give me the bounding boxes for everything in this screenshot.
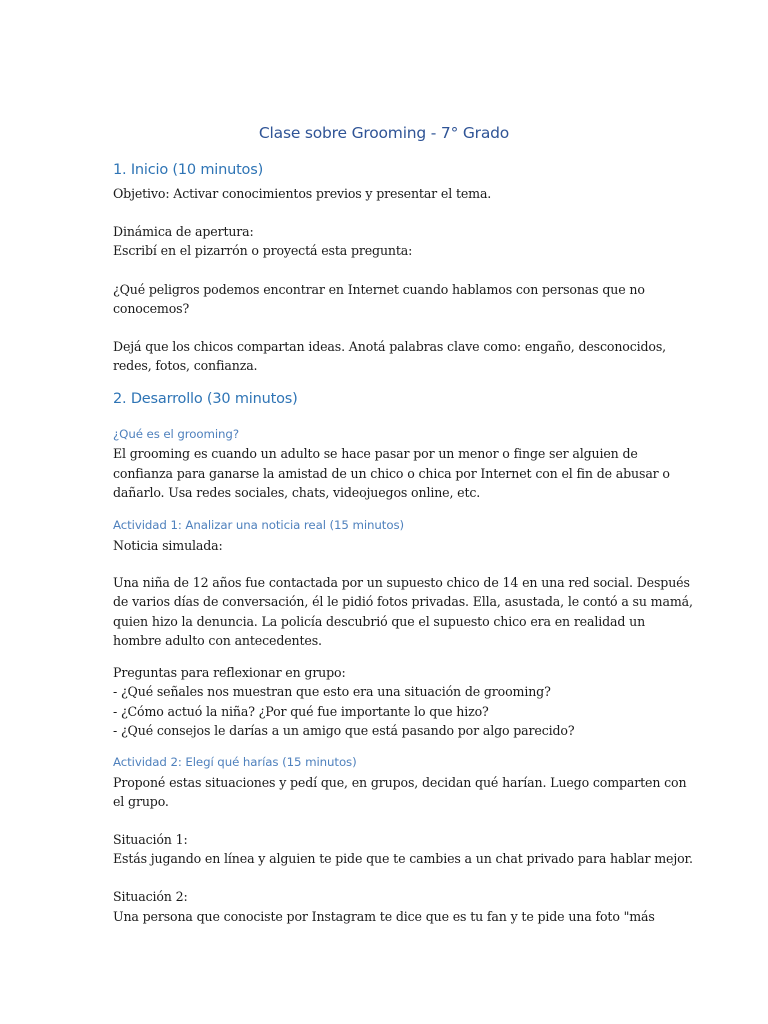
question-line-2: conocemos? [113,301,190,316]
reflection-question-2: - ¿Cómo actuó la niña? ¿Por qué fue importante lo que hizo? [113,704,489,719]
opening-label: Dinámica de apertura: [113,224,254,239]
activity-2-intro-line-2: el grupo. [113,794,169,809]
document-title: Clase sobre Grooming - 7° Grado [258,124,510,142]
instruction-text: Escribí en el pizarrón o proyectá esta pregunta: [113,243,413,258]
reflection-question-1: - ¿Qué señales nos muestran que esto era una situación de grooming? [113,684,551,699]
story-line-4: hombre adulto con antecedentes. [113,633,322,648]
definition-line-1: El grooming es cuando un adulto se hace pasar por un menor o finge ser alguien de [113,446,638,461]
activity-2-heading: Actividad 2: Elegí qué harías (15 minutos) [113,755,357,769]
situation-1-label: Situación 1: [113,832,188,847]
questions-label: Preguntas para reflexionar en grupo: [113,665,346,680]
objective-text: Objetivo: Activar conocimientos previos y presentar el tema. [113,186,492,201]
what-is-grooming-heading: ¿Qué es el grooming? [113,427,239,441]
situation-2-label: Situación 2: [113,889,188,904]
activity-1-heading: Actividad 1: Analizar una noticia real (15 minutos) [113,518,405,532]
situation-2-text: Una persona que conociste por Instagram te dice que es tu fan y te pide una foto "más [113,909,655,924]
followup-line-1: Dejá que los chicos compartan ideas. Anotá palabras clave como: engaño, desconocidos, [113,339,667,354]
question-line-1: ¿Qué peligros podemos encontrar en Internet cuando hablamos con personas que no [113,282,645,297]
activity-1-label: Noticia simulada: [113,538,223,553]
definition-line-2: confianza para ganarse la amistad de un chico o chica por Internet con el fin de abusar o [113,466,670,481]
section-2-heading: 2. Desarrollo (30 minutos) [113,391,298,407]
story-line-2: de varios días de conversación, él le pidió fotos privadas. Ella, asustada, le contó a su mamá, [113,594,693,609]
activity-2-intro-line-1: Proponé estas situaciones y pedí que, en grupos, decidan qué harían. Luego comparten con [113,775,687,790]
section-1-heading: 1. Inicio (10 minutos) [113,162,264,178]
story-line-1: Una niña de 12 años fue contactada por un supuesto chico de 14 en una red social. Después [113,575,690,590]
situation-1-text: Estás jugando en línea y alguien te pide que te cambies a un chat privado para hablar mejor. [113,851,693,866]
definition-line-3: dañarlo. Usa redes sociales, chats, videojuegos online, etc. [113,485,481,500]
followup-line-2: redes, fotos, confianza. [113,358,258,373]
story-line-3: quien hizo la denuncia. La policía descubrió que el supuesto chico era en realidad un [113,614,646,629]
reflection-question-3: - ¿Qué consejos le darías a un amigo que está pasando por algo parecido? [113,723,575,738]
